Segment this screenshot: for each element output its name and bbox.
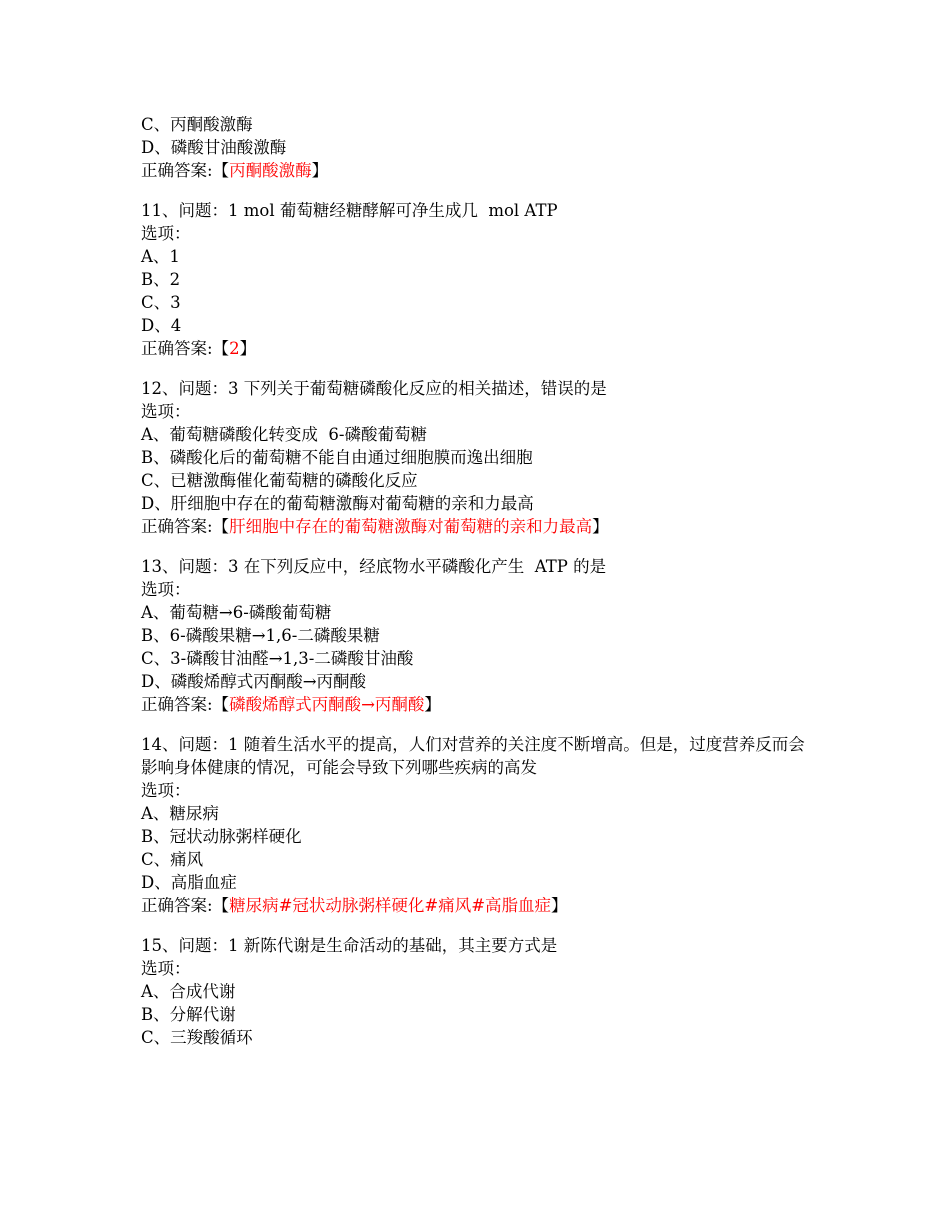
option-line: A、葡萄糖→6-磷酸葡萄糖 (141, 603, 332, 622)
options-label: 选项： (141, 402, 191, 421)
answer-prefix: 正确答案:【 (141, 695, 230, 714)
option-line: B、分解代谢 (141, 1005, 236, 1024)
option-line: B、冠状动脉粥样硬化 (141, 827, 302, 846)
option-line: A、合成代谢 (141, 982, 236, 1001)
answer-line (141, 159, 821, 182)
option-line: C、已糖激酶催化葡萄糖的磷酸化反应 (141, 471, 418, 490)
answer-suffix: 】 (239, 339, 257, 358)
answer-value: 磷酸烯醇式丙酮酸→丙酮酸 (229, 695, 425, 714)
question-title: 11、问题：1 mol 葡萄糖经糖酵解可净生成几 mol ATP (141, 201, 558, 220)
document-content (141, 113, 821, 1066)
option-line: D、肝细胞中存在的葡萄糖激酶对葡萄糖的亲和力最高 (141, 494, 534, 513)
answer-value: 2 (229, 339, 240, 358)
option-line: A、1 (141, 247, 180, 266)
answer-line (141, 337, 821, 360)
answer-prefix: 正确答案:【 (141, 339, 230, 358)
question-12 (141, 377, 821, 538)
option-line: C、三羧酸循环 (141, 1028, 253, 1047)
answer-suffix: 】 (551, 896, 568, 915)
answer-prefix: 正确答案:【 (141, 896, 230, 915)
options-label: 选项： (141, 224, 191, 243)
answer-suffix: 】 (592, 517, 609, 536)
option-line: D、磷酸烯醇式丙酮酸→丙酮酸 (141, 672, 367, 691)
answer-value: 肝细胞中存在的葡萄糖激酶对葡萄糖的亲和力最高 (229, 517, 593, 536)
question-title: 13、问题：3 在下列反应中，经底物水平磷酸化产生 ATP 的是 (141, 557, 607, 576)
option-line: C、丙酮酸激酶 (141, 115, 253, 134)
question-title: 12、问题：3 下列关于葡萄糖磷酸化反应的相关描述，错误的是 (141, 379, 607, 398)
answer-suffix: 】 (311, 161, 329, 180)
answer-line (141, 515, 821, 538)
options-label: 选项： (141, 959, 191, 978)
option-line: C、痛风 (141, 850, 204, 869)
answer-value: 糖尿病#冠状动脉粥样硬化#痛风#高脂血症 (229, 896, 552, 915)
question-title: 14、问题：1 随着生活水平的提高，人们对营养的关注度不断增高。但是，过度营养反而会影响身体健康的情况，可能会导致下列哪些疾病的高发 (141, 735, 805, 777)
option-line: B、磷酸化后的葡萄糖不能自由通过细胞膜而逸出细胞 (141, 448, 533, 467)
question-14 (141, 733, 821, 917)
option-line: B、2 (141, 270, 181, 289)
answer-suffix: 】 (424, 695, 441, 714)
question-15 (141, 934, 821, 1049)
option-line: C、3 (141, 293, 181, 312)
options-label: 选项： (141, 580, 191, 599)
answer-line (141, 894, 821, 917)
option-line: A、糖尿病 (141, 804, 219, 823)
option-line: B、6-磷酸果糖→1,6-二磷酸果糖 (141, 626, 380, 645)
options-label: 选项： (141, 781, 191, 800)
answer-value: 丙酮酸激酶 (229, 161, 312, 180)
option-line: D、4 (141, 316, 182, 335)
option-line: C、3-磷酸甘油醛→1,3-二磷酸甘油酸 (141, 649, 414, 668)
answer-prefix: 正确答案:【 (141, 161, 230, 180)
option-line: D、高脂血症 (141, 873, 237, 892)
answer-line (141, 693, 821, 716)
question-partial (141, 113, 821, 182)
question-title: 15、问题：1 新陈代谢是生命活动的基础，其主要方式是 (141, 936, 558, 955)
option-line: D、磷酸甘油酸激酶 (141, 138, 287, 157)
option-line: A、葡萄糖磷酸化转变成 6-磷酸葡萄糖 (141, 425, 427, 444)
question-11 (141, 199, 821, 360)
question-13 (141, 555, 821, 716)
answer-prefix: 正确答案:【 (141, 517, 230, 536)
